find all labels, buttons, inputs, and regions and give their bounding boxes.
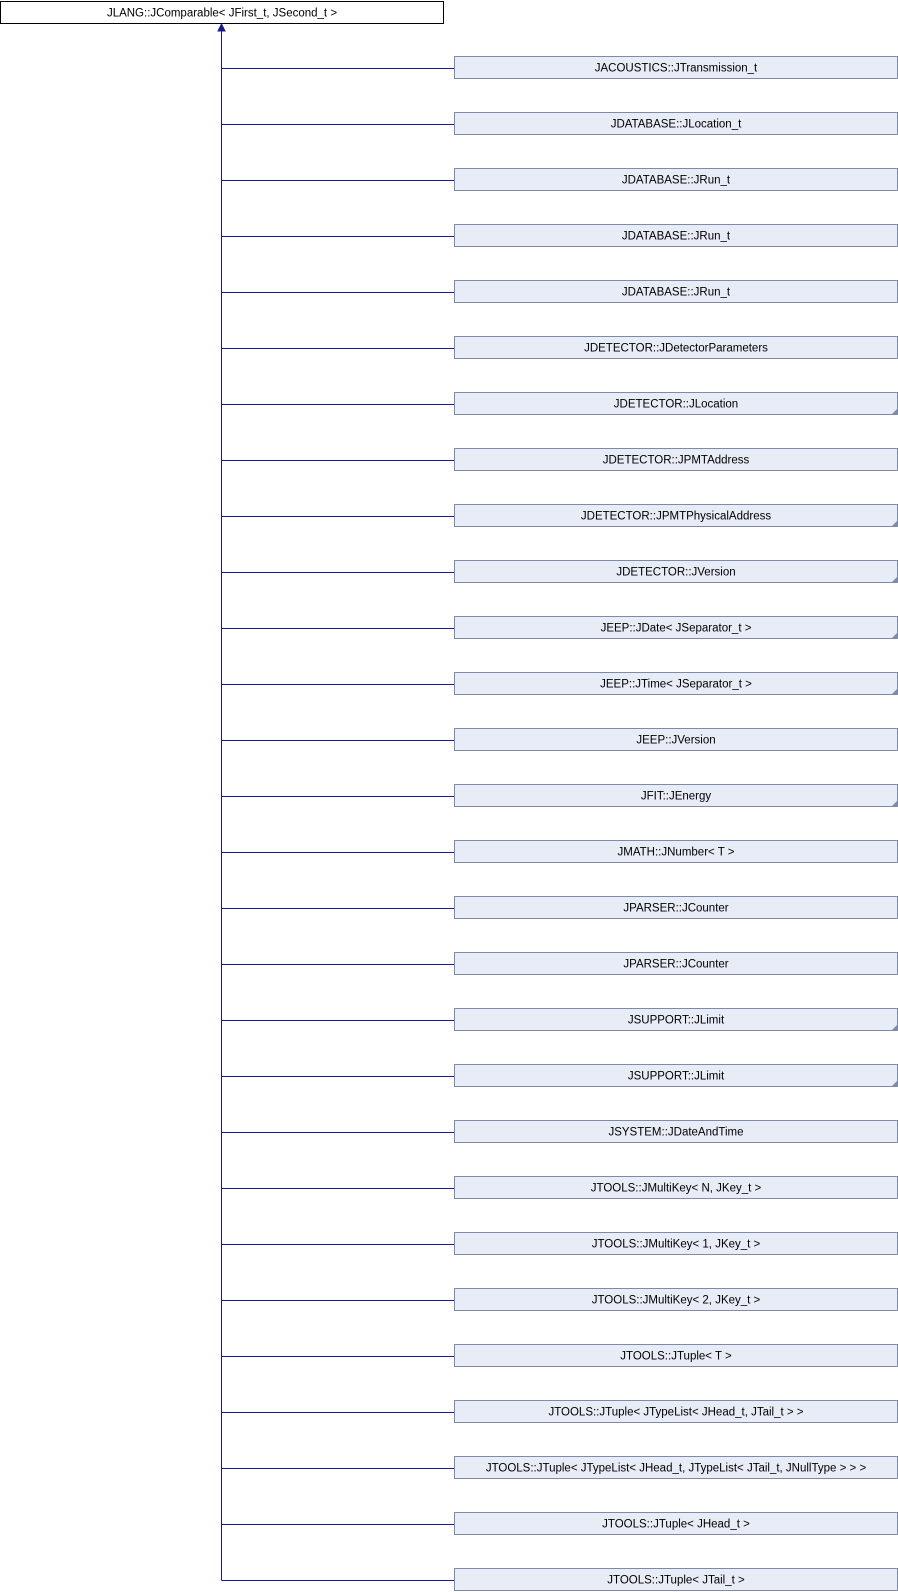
derived-class-node[interactable] [455,449,898,471]
derived-class-node[interactable] [455,1233,898,1255]
derived-class-node[interactable] [455,57,898,79]
derived-class-node[interactable] [455,1569,898,1591]
derived-class-label: JTOOLS::JTuple< JTail_t > [607,1574,745,1587]
derived-class-label: JEEP::JDate< JSeparator_t > [600,622,752,635]
derived-class-label: JMATH::JNumber< T > [617,846,735,859]
derived-class-node[interactable] [455,841,898,863]
derived-class-node[interactable] [455,393,898,415]
derived-class-label: JTOOLS::JTuple< JHead_t > [602,1518,750,1531]
derived-class-label: JSUPPORT::JLimit [627,1070,725,1083]
derived-class-node[interactable] [455,897,898,919]
derived-class-node[interactable] [455,617,898,639]
derived-class-label: JDETECTOR::JLocation [613,398,739,411]
derived-class-node[interactable] [455,1065,898,1087]
derived-class-node[interactable] [455,505,898,527]
derived-class-label: JDATABASE::JRun_t [621,174,731,187]
derived-class-label: JDATABASE::JLocation_t [610,118,742,131]
derived-class-node[interactable] [455,1401,898,1423]
derived-class-node[interactable] [455,953,898,975]
derived-class-label: JDETECTOR::JVersion [616,566,736,579]
edges-layer [218,24,455,1581]
derived-class-node[interactable] [455,561,898,583]
base-class-label: JLANG::JComparable< JFirst_t, JSecond_t > [106,7,338,20]
derived-class-node[interactable] [455,281,898,303]
derived-class-label: JDETECTOR::JPMTAddress [602,454,750,467]
derived-classes-layer [455,57,898,1591]
derived-class-node[interactable] [455,1177,898,1199]
derived-class-node[interactable] [455,1289,898,1311]
derived-class-node[interactable] [455,1345,898,1367]
derived-class-label: JPARSER::JCounter [623,958,729,971]
derived-class-node[interactable] [455,1457,898,1479]
derived-class-label: JDATABASE::JRun_t [621,286,731,299]
derived-class-label: JTOOLS::JMultiKey< 2, JKey_t > [591,1294,761,1307]
derived-class-node[interactable] [455,729,898,751]
derived-class-label: JACOUSTICS::JTransmission_t [594,62,758,75]
derived-class-label: JEEP::JVersion [636,734,716,747]
derived-class-node[interactable] [455,113,898,135]
derived-class-label: JFIT::JEnergy [640,790,712,803]
derived-class-label: JTOOLS::JMultiKey< 1, JKey_t > [591,1238,761,1251]
derived-class-label: JDATABASE::JRun_t [621,230,731,243]
derived-class-node[interactable] [455,169,898,191]
derived-class-node[interactable] [455,1513,898,1535]
derived-class-node[interactable] [455,785,898,807]
derived-class-label: JTOOLS::JTuple< JTypeList< JHead_t, JTail_t > > [548,1406,804,1419]
derived-class-node[interactable] [455,337,898,359]
derived-class-label: JSUPPORT::JLimit [627,1014,725,1027]
derived-class-node[interactable] [455,673,898,695]
inheritance-arrowhead [218,24,225,31]
derived-class-label: JTOOLS::JTuple< JTypeList< JHead_t, JTypeList< JTail_t, JNullType > > > [485,1462,867,1475]
derived-class-node[interactable] [455,225,898,247]
derived-class-label: JPARSER::JCounter [623,902,729,915]
derived-class-label: JTOOLS::JMultiKey< N, JKey_t > [590,1182,762,1195]
derived-class-label: JDETECTOR::JPMTPhysicalAddress [580,510,772,523]
derived-class-node[interactable] [455,1121,898,1143]
derived-class-label: JTOOLS::JTuple< T > [620,1350,732,1363]
derived-class-label: JSYSTEM::JDateAndTime [608,1126,744,1139]
derived-class-label: JDETECTOR::JDetectorParameters [584,342,768,355]
base-class-node[interactable] [1,2,444,24]
derived-class-node[interactable] [455,1009,898,1031]
derived-class-label: JEEP::JTime< JSeparator_t > [600,678,752,691]
